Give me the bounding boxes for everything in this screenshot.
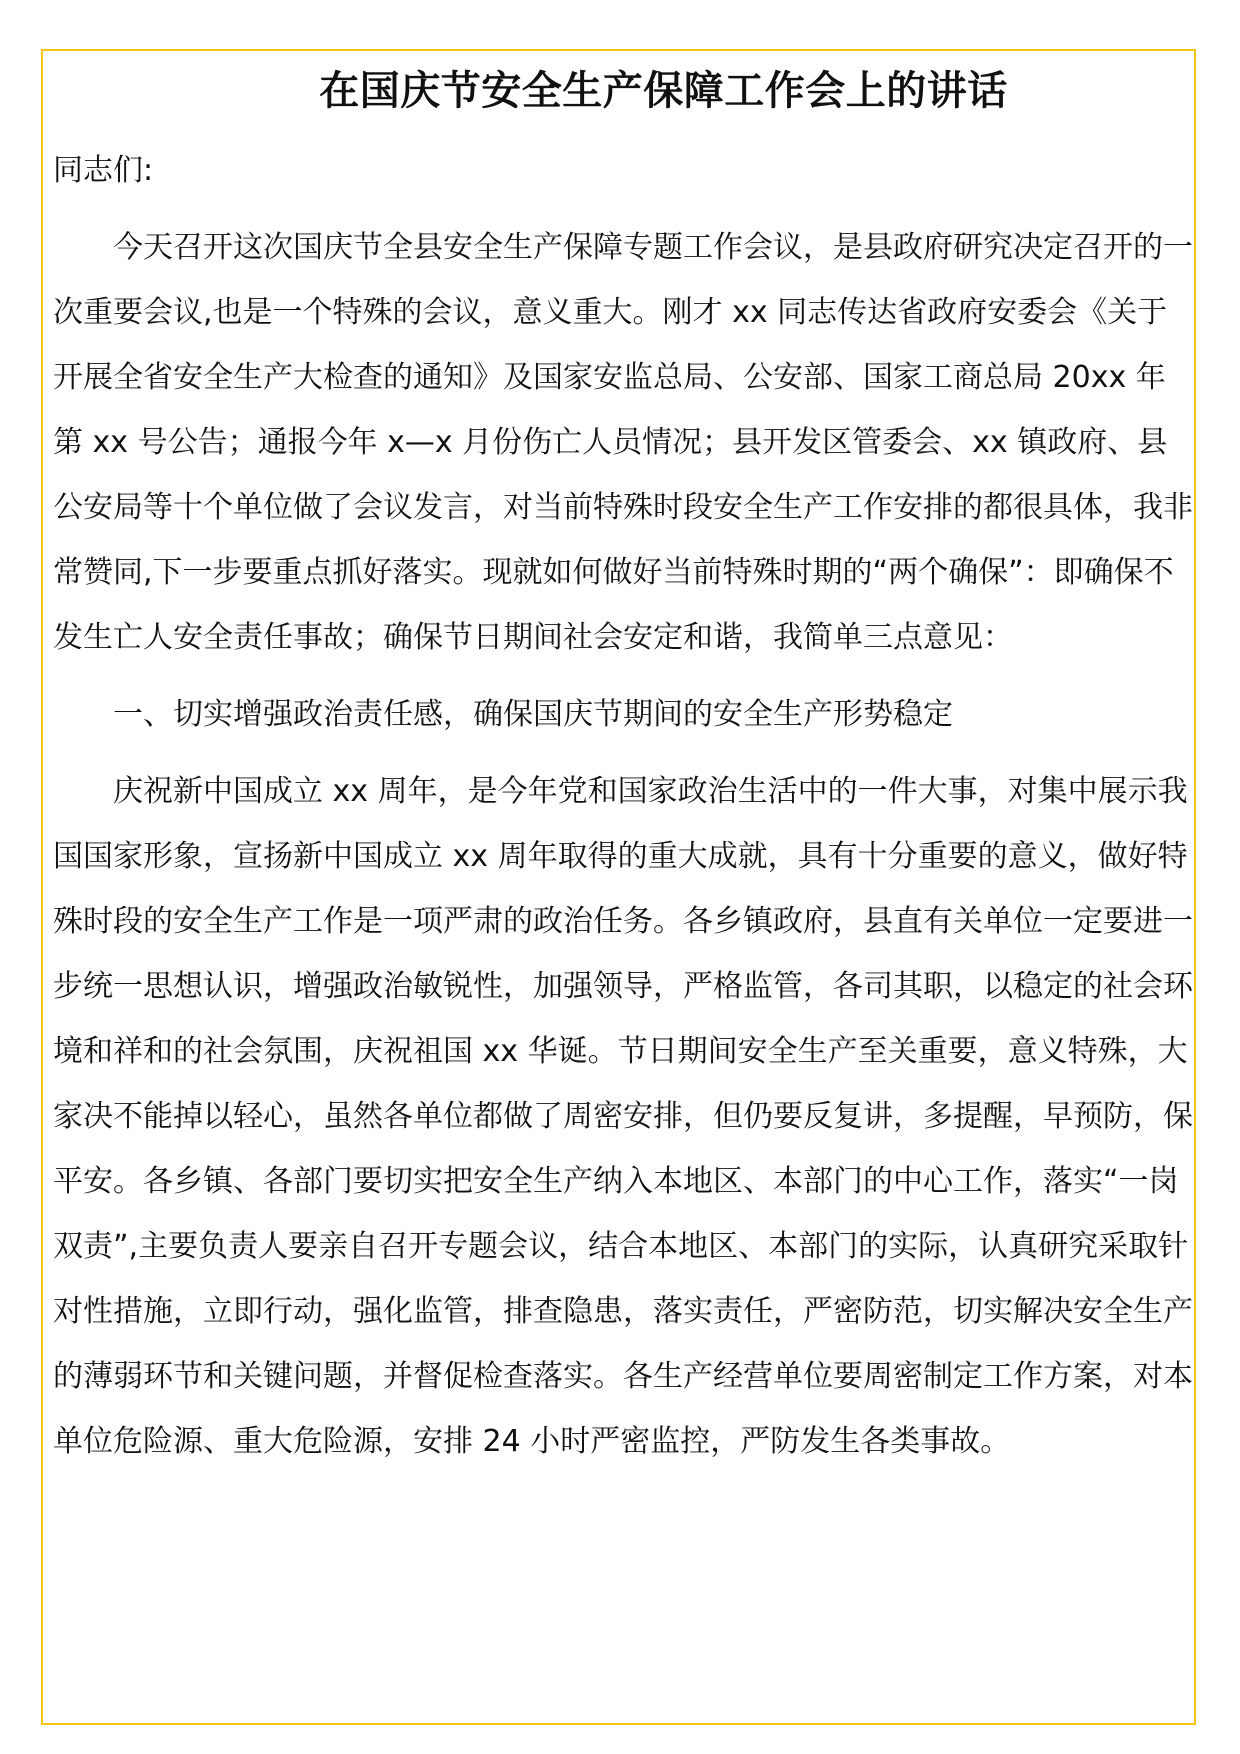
salutation: 同志们: xyxy=(53,153,154,188)
document-body xyxy=(53,138,1193,1474)
paragraph-intro: 今天召开这次国庆节全县安全生产保障专题工作会议，是县政府研究决定召开的一次重要会议,也是一个特殊的会议，意义重大。刚才 xx 同志传达省政府安委会《关于开展全省安全生产大检查的通知》及国家安监总局、公安部、国家工商总局 20xx 年第 xx 号公告；通报今年 x—x 月份伤亡人员情况；县开发区管委会、xx 镇政府、县公安局等十个单位做了会议发言，对当前特殊时段安全生产工作安排的都很具体，我非常赞同,下一步要重点抓好落实。现就如何做好当前特殊时期的“两个确保”：即确保不发生亡人安全责任事故；确保节日期间社会安定和谐，我简单三点意见： xyxy=(53,230,1193,655)
section-heading-1: 一、切实增强政治责任感，确保国庆节期间的安全生产形势稳定 xyxy=(113,697,953,732)
paragraph-section-1: 庆祝新中国成立 xx 周年，是今年党和国家政治生活中的一件大事，对集中展示我国国家形象，宣扬新中国成立 xx 周年取得的重大成就，具有十分重要的意义，做好特殊时段的安全生产工作是一项严肃的政治任务。各乡镇政府，县直有关单位一定要进一步统一思想认识，增强政治敏锐性，加强领导，严格监管，各司其职，以稳定的社会环境和祥和的社会氛围，庆祝祖国 xx 华诞。节日期间安全生产至关重要，意义特殊，大家决不能掉以轻心，虽然各单位都做了周密安排，但仍要反复讲，多提醒，早预防，保平安。各乡镇、各部门要切实把安全生产纳入本地区、本部门的中心工作，落实“一岗双责”,主要负责人要亲自召开专题会议，结合本地区、本部门的实际，认真研究采取针对性措施，立即行动，强化监管，排查隐患，落实责任，严密防范，切实解决安全生产的薄弱环节和关键问题，并督促检查落实。各生产经营单位要周密制定工作方案，对本单位危险源、重大危险源，安排 24 小时严密监控，严防发生各类事故。 xyxy=(53,774,1193,1459)
document-title: 在国庆节安全生产保障工作会上的讲话 xyxy=(319,68,1008,114)
